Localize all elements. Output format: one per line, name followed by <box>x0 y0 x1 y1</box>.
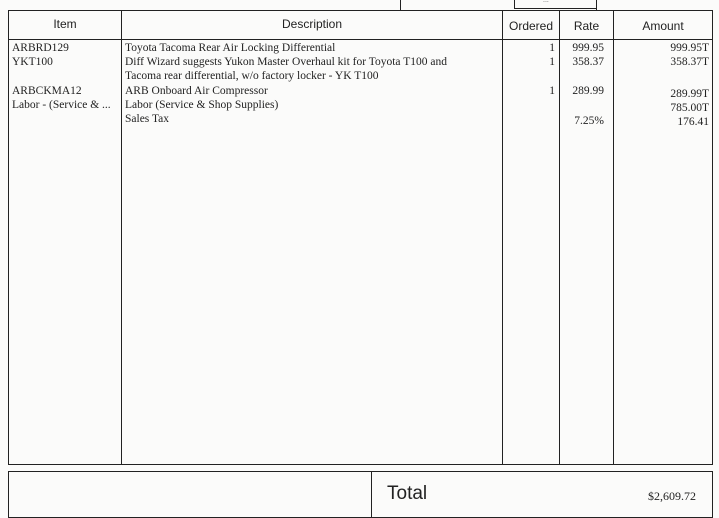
cell-amount: 785.00T <box>670 102 709 114</box>
cell-item: YKT100 <box>12 56 53 68</box>
column-divider-ordered <box>559 10 560 465</box>
cell-ordered: 1 <box>549 56 555 68</box>
cell-item: ARBCKMA12 <box>12 85 82 97</box>
column-header-item: Item <box>53 17 77 31</box>
column-divider-item <box>121 10 122 465</box>
column-header-ordered: Ordered <box>508 19 554 33</box>
cell-description: Labor (Service & Shop Supplies) <box>125 99 279 111</box>
cell-rate: 7.25% <box>574 115 604 127</box>
cell-rate: 358.37 <box>572 56 604 68</box>
totals-border-right <box>712 471 713 518</box>
cell-amount: 289.99T <box>670 88 709 100</box>
totals-divider <box>371 471 372 518</box>
table-border-bottom <box>8 464 713 465</box>
cell-item: Labor - (Service & ... <box>12 99 111 111</box>
cell-description: Diff Wizard suggests Yukon Master Overhaul kit for Toyota T100 and <box>125 56 447 68</box>
top-fragment-box-bottom <box>514 8 596 9</box>
cell-description: Sales Tax <box>125 113 170 125</box>
column-divider-rate <box>613 10 614 465</box>
cell-rate: 289.99 <box>572 85 604 97</box>
cell-description: Tacoma rear differential, w/o factory locker - YK T100 <box>125 70 379 82</box>
cell-ordered: 1 <box>549 42 555 54</box>
cell-amount: 999.95T <box>670 42 709 54</box>
header-separator <box>8 39 713 40</box>
total-value: $2,609.72 <box>648 489 696 503</box>
column-header-amount: Amount <box>642 19 684 33</box>
column-divider-description <box>502 10 503 465</box>
cell-amount: 358.37T <box>670 56 709 68</box>
total-label: Total <box>387 483 428 504</box>
column-header-rate: Rate <box>573 19 600 33</box>
table-border-left <box>8 10 9 465</box>
column-header-description: Description <box>281 17 343 31</box>
totals-border-left <box>8 471 9 518</box>
cell-ordered: 1 <box>549 85 555 97</box>
top-fragment-text: ... <box>543 0 549 4</box>
table-border-right <box>712 10 713 465</box>
cell-description: ARB Onboard Air Compressor <box>125 85 268 97</box>
top-fragment-left-border <box>400 0 401 10</box>
cell-amount: 176.41 <box>677 116 709 128</box>
table-border-top <box>8 10 713 11</box>
totals-border-top <box>8 471 713 472</box>
top-fragment-right-border <box>596 0 597 10</box>
cell-rate: 999.95 <box>572 42 604 54</box>
cell-description: Toyota Tacoma Rear Air Locking Differential <box>125 42 336 54</box>
cell-item: ARBRD129 <box>12 42 69 54</box>
